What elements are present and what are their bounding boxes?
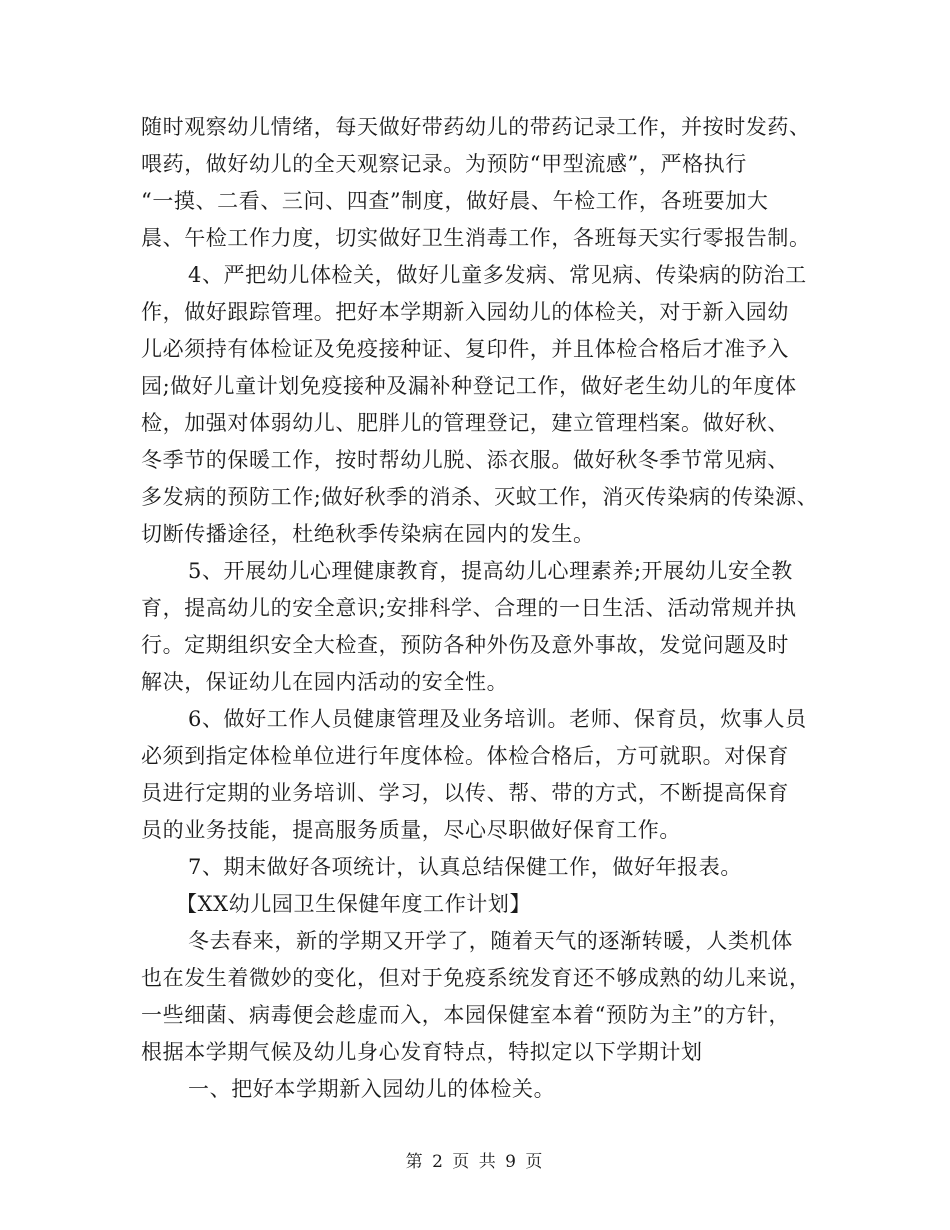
text-line: 也在发生着微妙的变化，但对于免疫系统发育还不够成熟的幼儿来说， <box>141 966 811 990</box>
text-line: 根据本学期气候及幼儿身心发育特点，特拟定以下学期计划 <box>141 1040 703 1064</box>
paragraph-start-line: 5、开展幼儿心理健康教育，提高幼儿心理素养;开展幼儿安全教 <box>188 559 793 583</box>
text-line: 检，加强对体弱幼儿、肥胖儿的管理登记，建立管理档案。做好秋、 <box>141 411 789 435</box>
paragraph-start-line: 7、期末做好各项统计，认真总结保健工作，做好年报表。 <box>188 855 742 879</box>
text-line: 必须到指定体检单位进行年度体检。体检合格后，方可就职。对保育 <box>141 744 789 768</box>
paragraph-start-line: 冬去春来，新的学期又开学了，随着天气的逐渐转暖，人类机体 <box>188 929 793 953</box>
text-line: 作，做好跟踪管理。把好本学期新入园幼儿的体检关，对于新入园幼 <box>141 300 789 324</box>
text-line: 晨、午检工作力度，切实做好卫生消毒工作，各班每天实行零报告制。 <box>141 226 811 250</box>
text-line: 冬季节的保暖工作，按时帮幼儿脱、添衣服。做好秋冬季节常见病、 <box>141 448 789 472</box>
page-number-footer: 第 2 页 共 9 页 <box>405 1152 545 1172</box>
text-line: 喂药，做好幼儿的全天观察记录。为预防“甲型流感”，严格执行 <box>141 152 747 176</box>
text-line: 行。定期组织安全大检查，预防各种外伤及意外事故，发觉问题及时 <box>141 633 789 657</box>
text-line: 随时观察幼儿情绪，每天做好带药幼儿的带药记录工作，并按时发药、 <box>141 115 811 139</box>
paragraph-start-line: 6、做好工作人员健康管理及业务培训。老师、保育员，炊事人员 <box>188 707 807 731</box>
paragraph-start-line: 一、把好本学期新入园幼儿的体检关。 <box>188 1077 556 1101</box>
paragraph-start-line: 4、严把幼儿体检关，做好儿童多发病、常见病、传染病的防治工 <box>188 263 807 287</box>
text-line: 育，提高幼儿的安全意识;安排科学、合理的一日生活、活动常规并执 <box>141 596 797 620</box>
section-title: 【XX幼儿园卫生保健年度工作计划】 <box>176 892 532 916</box>
text-line: “一摸、二看、三问、四查”制度，做好晨、午检工作，各班要加大 <box>141 189 769 213</box>
text-line: 解决，保证幼儿在园内活动的安全性。 <box>141 670 509 694</box>
text-line: 园;做好儿童计划免疫接种及漏补种登记工作，做好老生幼儿的年度体 <box>141 374 797 398</box>
text-line: 儿必须持有体检证及免疫接种证、复印件，并且体检合格后才准予入 <box>141 337 789 361</box>
text-line: 多发病的预防工作;做好秋季的消杀、灭蚊工作，消灭传染病的传染源、 <box>141 485 819 509</box>
text-line: 员的业务技能，提高服务质量，尽心尽职做好保育工作。 <box>141 818 681 842</box>
text-line: 员进行定期的业务培训、学习，以传、帮、带的方式，不断提高保育 <box>141 781 789 805</box>
text-line: 一些细菌、病毒便会趁虚而入，本园保健室本着“预防为主”的方针， <box>141 1003 791 1027</box>
text-line: 切断传播途径，杜绝秋季传染病在园内的发生。 <box>141 522 595 546</box>
